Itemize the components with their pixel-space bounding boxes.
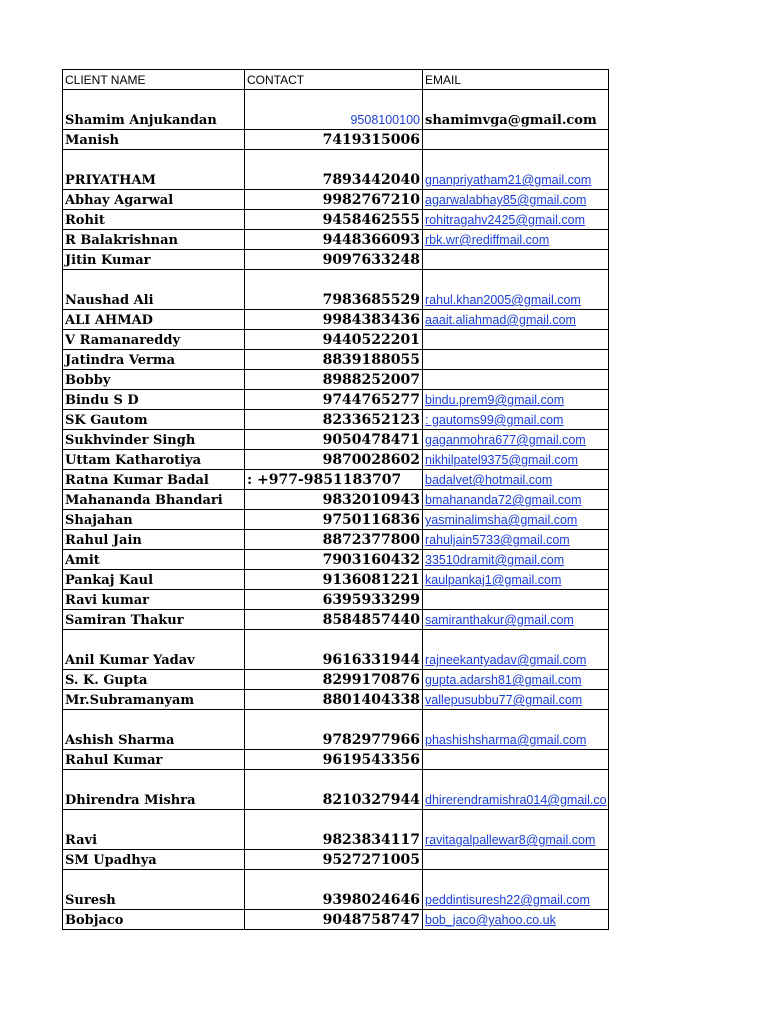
table-row	[63, 210, 609, 230]
header-contact: CONTACT	[245, 70, 423, 90]
email-cell[interactable]: rahul.khan2005@gmail.com	[423, 270, 609, 310]
contact-cell: 9458462555	[245, 210, 423, 230]
table-row	[63, 610, 609, 630]
contact-cell: 9050478471	[245, 430, 423, 450]
client-name-cell: Shajahan	[63, 510, 245, 530]
header-email: EMAIL	[423, 70, 609, 90]
client-name-cell: Bobjaco	[63, 910, 245, 930]
table-row	[63, 350, 609, 370]
table-row	[63, 130, 609, 150]
contact-cell: 9870028602	[245, 450, 423, 470]
client-name-cell: Jitin Kumar	[63, 250, 245, 270]
table-row	[63, 490, 609, 510]
email-cell[interactable]: nikhilpatel9375@gmail.com	[423, 450, 609, 470]
contact-cell: 8839188055	[245, 350, 423, 370]
contact-cell: 9508100100	[245, 90, 423, 130]
email-cell[interactable]: gupta.adarsh81@gmail.com	[423, 670, 609, 690]
contact-cell: 9619543356	[245, 750, 423, 770]
table-row	[63, 690, 609, 710]
client-name-cell: Anil Kumar Yadav	[63, 630, 245, 670]
contact-cell: 9136081221	[245, 570, 423, 590]
email-cell[interactable]: yasminalimsha@gmail.com	[423, 510, 609, 530]
table-row	[63, 590, 609, 610]
client-name-cell: Suresh	[63, 870, 245, 910]
contact-cell: 9616331944	[245, 630, 423, 670]
table-row	[63, 710, 609, 750]
contact-cell: 8872377800	[245, 530, 423, 550]
client-name-cell: Rahul Kumar	[63, 750, 245, 770]
email-cell[interactable]: rbk.wr@rediffmail.com	[423, 230, 609, 250]
email-cell	[423, 850, 609, 870]
contact-cell: : +977-9851183707	[245, 470, 423, 490]
contact-cell: 8210327944	[245, 770, 423, 810]
client-name-cell: Mr.Subramanyam	[63, 690, 245, 710]
client-name-cell: SK Gautom	[63, 410, 245, 430]
contact-cell: 8801404338	[245, 690, 423, 710]
client-name-cell: Bobby	[63, 370, 245, 390]
client-name-cell: Ratna Kumar Badal	[63, 470, 245, 490]
table-row	[63, 430, 609, 450]
client-name-cell: Uttam Katharotiya	[63, 450, 245, 470]
table-row	[63, 670, 609, 690]
client-name-cell: Pankaj Kaul	[63, 570, 245, 590]
client-table	[62, 69, 609, 930]
table-row	[63, 330, 609, 350]
contact-cell: 8233652123	[245, 410, 423, 430]
email-cell[interactable]: bmahananda72@gmail.com	[423, 490, 609, 510]
table-row	[63, 250, 609, 270]
email-cell[interactable]: rohitragahv2425@gmail.com	[423, 210, 609, 230]
contact-cell: 9744765277	[245, 390, 423, 410]
client-name-cell: R Balakrishnan	[63, 230, 245, 250]
email-cell[interactable]: 33510dramit@gmail.com	[423, 550, 609, 570]
contact-cell: 9440522201	[245, 330, 423, 350]
client-name-cell: Rahul Jain	[63, 530, 245, 550]
email-cell[interactable]: agarwalabhay85@gmail.com	[423, 190, 609, 210]
client-name-cell: Dhirendra Mishra	[63, 770, 245, 810]
contact-cell: 9048758747	[245, 910, 423, 930]
client-name-cell: Mahananda Bhandari	[63, 490, 245, 510]
table-row	[63, 310, 609, 330]
contact-cell: 7419315006	[245, 130, 423, 150]
email-cell	[423, 370, 609, 390]
email-cell	[423, 750, 609, 770]
client-name-cell: Bindu S D	[63, 390, 245, 410]
table-row	[63, 530, 609, 550]
contact-cell: 9984383436	[245, 310, 423, 330]
table-row	[63, 850, 609, 870]
email-cell[interactable]: bindu.prem9@gmail.com	[423, 390, 609, 410]
table-row	[63, 770, 609, 810]
email-cell[interactable]: kaulpankaj1@gmail.com	[423, 570, 609, 590]
email-cell[interactable]: samiranthakur@gmail.com	[423, 610, 609, 630]
table-row	[63, 370, 609, 390]
contact-cell: 8584857440	[245, 610, 423, 630]
table-row	[63, 570, 609, 590]
table-row	[63, 230, 609, 250]
email-cell	[423, 250, 609, 270]
email-cell	[423, 330, 609, 350]
email-cell	[423, 130, 609, 150]
client-name-cell: Samiran Thakur	[63, 610, 245, 630]
email-cell[interactable]: gnanpriyatham21@gmail.com	[423, 150, 609, 190]
client-name-cell: V Ramanareddy	[63, 330, 245, 350]
client-name-cell: Jatindra Verma	[63, 350, 245, 370]
table-row	[63, 870, 609, 910]
contact-cell: 9982767210	[245, 190, 423, 210]
client-name-cell: PRIYATHAM	[63, 150, 245, 190]
contact-cell: 6395933299	[245, 590, 423, 610]
contact-cell: 9527271005	[245, 850, 423, 870]
client-name-cell: Abhay Agarwal	[63, 190, 245, 210]
email-cell[interactable]: gaganmohra677@gmail.com	[423, 430, 609, 450]
table-row	[63, 910, 609, 930]
email-cell	[423, 590, 609, 610]
email-cell[interactable]: phashishsharma@gmail.com	[423, 710, 609, 750]
client-name-cell: SM Upadhya	[63, 850, 245, 870]
client-name-cell: Ravi	[63, 810, 245, 850]
email-cell[interactable]: bob_jaco@yahoo.co.uk	[423, 910, 609, 930]
header-client-name: CLIENT NAME	[63, 70, 245, 90]
contact-cell: 7983685529	[245, 270, 423, 310]
client-table-body	[63, 70, 609, 930]
email-cell[interactable]: vallepusubbu77@gmail.com	[423, 690, 609, 710]
client-name-cell: Manish	[63, 130, 245, 150]
email-cell[interactable]: shamimvga@gmail.com	[423, 90, 609, 130]
email-cell	[423, 350, 609, 370]
client-name-cell: Sukhvinder Singh	[63, 430, 245, 450]
table-row	[63, 470, 609, 490]
table-row	[63, 410, 609, 430]
client-name-cell: Ashish Sharma	[63, 710, 245, 750]
client-name-cell: S. K. Gupta	[63, 670, 245, 690]
client-name-cell: Shamim Anjukandan	[63, 90, 245, 130]
email-cell[interactable]: dhirerendramishra014@gmail.co	[423, 770, 609, 810]
contact-cell: 8988252007	[245, 370, 423, 390]
client-name-cell: Naushad Ali	[63, 270, 245, 310]
email-cell[interactable]: ravitagalpallewar8@gmail.com	[423, 810, 609, 850]
email-cell[interactable]: aaait.aliahmad@gmail.com	[423, 310, 609, 330]
contact-cell: 9097633248	[245, 250, 423, 270]
contact-cell: 8299170876	[245, 670, 423, 690]
table-row	[63, 190, 609, 210]
client-name-cell: Rohit	[63, 210, 245, 230]
client-name-cell: ALI AHMAD	[63, 310, 245, 330]
table-row	[63, 150, 609, 190]
table-row	[63, 630, 609, 670]
contact-cell: 7903160432	[245, 550, 423, 570]
email-cell[interactable]: : gautoms99@gmail.com	[423, 410, 609, 430]
email-cell[interactable]: rajneekantyadav@gmail.com	[423, 630, 609, 670]
table-row	[63, 90, 609, 130]
contact-cell: 9448366093	[245, 230, 423, 250]
table-row	[63, 450, 609, 470]
email-cell[interactable]: badalvet@hotmail.com	[423, 470, 609, 490]
contact-cell: 9823834117	[245, 810, 423, 850]
table-row	[63, 390, 609, 410]
contact-cell: 9750116836	[245, 510, 423, 530]
email-cell[interactable]: peddintisuresh22@gmail.com	[423, 870, 609, 910]
table-row	[63, 270, 609, 310]
client-name-cell: Amit	[63, 550, 245, 570]
header-row	[63, 70, 609, 90]
table-row	[63, 550, 609, 570]
client-name-cell: Ravi kumar	[63, 590, 245, 610]
contact-cell: 7893442040	[245, 150, 423, 190]
table-row	[63, 750, 609, 770]
table-row	[63, 510, 609, 530]
contact-cell: 9782977966	[245, 710, 423, 750]
contact-cell: 9832010943	[245, 490, 423, 510]
table-row	[63, 810, 609, 850]
contact-cell: 9398024646	[245, 870, 423, 910]
email-cell[interactable]: rahuljain5733@gmail.com	[423, 530, 609, 550]
